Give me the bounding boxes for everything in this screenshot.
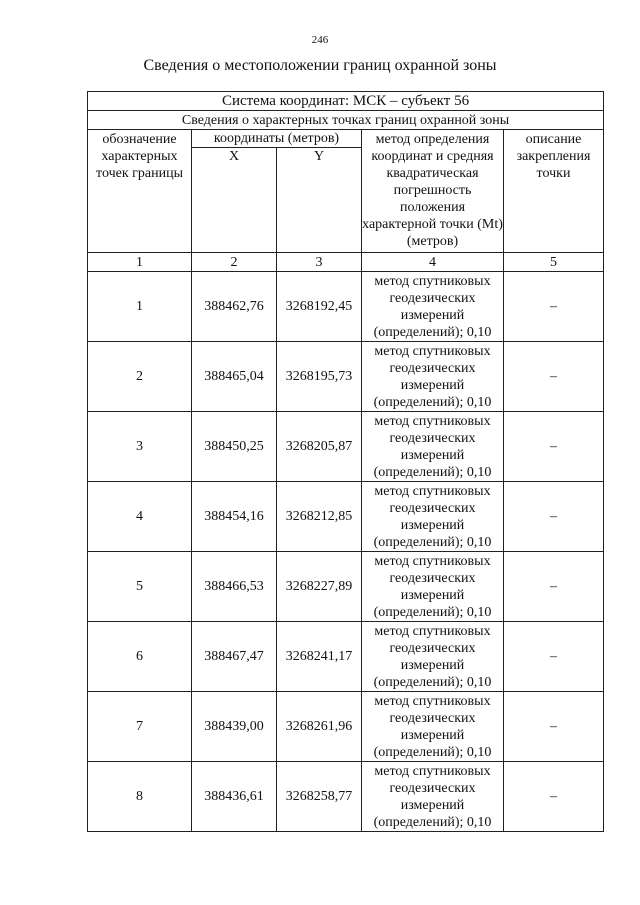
table-row [88, 482, 604, 552]
point-number-cell: 7 [88, 692, 192, 762]
x-coordinate-cell: 388450,25 [192, 412, 277, 482]
description-cell: – [504, 622, 604, 692]
point-number-cell: 5 [88, 552, 192, 622]
table-row [88, 342, 604, 412]
table-row [88, 762, 604, 832]
point-number-cell: 2 [88, 342, 192, 412]
coordinate-system-row [88, 92, 604, 111]
x-coordinate-cell: 388436,61 [192, 762, 277, 832]
point-number-cell: 6 [88, 622, 192, 692]
point-number-cell: 4 [88, 482, 192, 552]
x-coordinate-cell: 388439,00 [192, 692, 277, 762]
y-coordinate-cell: 3268212,85 [277, 482, 362, 552]
description-header: описание закрепления точки [504, 130, 604, 253]
point-designation-header: обозначение характерных точек границы [88, 130, 192, 253]
method-cell: метод спутниковых геодезических измерений (определений); 0,10 [362, 622, 504, 692]
y-coordinate-cell: 3268227,89 [277, 552, 362, 622]
description-cell: – [504, 412, 604, 482]
method-cell: метод спутниковых геодезических измерений (определений); 0,10 [362, 482, 504, 552]
description-cell: – [504, 552, 604, 622]
x-coordinate-cell: 388465,04 [192, 342, 277, 412]
column-number: 1 [88, 253, 192, 272]
description-cell: – [504, 342, 604, 412]
point-number-cell: 3 [88, 412, 192, 482]
table-row [88, 272, 604, 342]
column-number: 3 [277, 253, 362, 272]
table-row [88, 622, 604, 692]
method-cell: метод спутниковых геодезических измерений (определений); 0,10 [362, 342, 504, 412]
table-row [88, 412, 604, 482]
description-cell: – [504, 762, 604, 832]
method-cell: метод спутниковых геодезических измерений (определений); 0,10 [362, 272, 504, 342]
header-row-top [88, 130, 604, 148]
column-number: 5 [504, 253, 604, 272]
points-caption-cell: Сведения о характерных точках границ охранной зоны [88, 111, 604, 130]
x-coordinate-cell: 388466,53 [192, 552, 277, 622]
method-cell: метод спутниковых геодезических измерений (определений); 0,10 [362, 412, 504, 482]
coordinates-header: координаты (метров) [192, 130, 362, 148]
y-header: Y [277, 148, 362, 253]
column-numbers-row [88, 253, 604, 272]
x-coordinate-cell: 388454,16 [192, 482, 277, 552]
y-coordinate-cell: 3268205,87 [277, 412, 362, 482]
method-cell: метод спутниковых геодезических измерений (определений); 0,10 [362, 692, 504, 762]
table-row [88, 552, 604, 622]
x-header: X [192, 148, 277, 253]
point-number-cell: 1 [88, 272, 192, 342]
y-coordinate-cell: 3268195,73 [277, 342, 362, 412]
y-coordinate-cell: 3268192,45 [277, 272, 362, 342]
description-cell: – [504, 272, 604, 342]
y-coordinate-cell: 3268261,96 [277, 692, 362, 762]
method-cell: метод спутниковых геодезических измерений (определений); 0,10 [362, 552, 504, 622]
point-number-cell: 8 [88, 762, 192, 832]
x-coordinate-cell: 388462,76 [192, 272, 277, 342]
method-cell: метод спутниковых геодезических измерений (определений); 0,10 [362, 762, 504, 832]
coordinate-system-cell: Система координат: МСК – субъект 56 [88, 92, 604, 111]
document-title: Сведения о местоположении границ охранной зоны [143, 57, 497, 74]
method-header: метод определения координат и средняя квадратическая погрешность положения характерной точки (Mt) (метров) [362, 130, 504, 253]
y-coordinate-cell: 3268258,77 [277, 762, 362, 832]
coordinates-table [87, 91, 604, 832]
table-row [88, 692, 604, 762]
description-cell: – [504, 482, 604, 552]
description-cell: – [504, 692, 604, 762]
column-number: 4 [362, 253, 504, 272]
points-caption-row [88, 111, 604, 130]
y-coordinate-cell: 3268241,17 [277, 622, 362, 692]
column-number: 2 [192, 253, 277, 272]
x-coordinate-cell: 388467,47 [192, 622, 277, 692]
page-number: 246 [311, 34, 329, 46]
